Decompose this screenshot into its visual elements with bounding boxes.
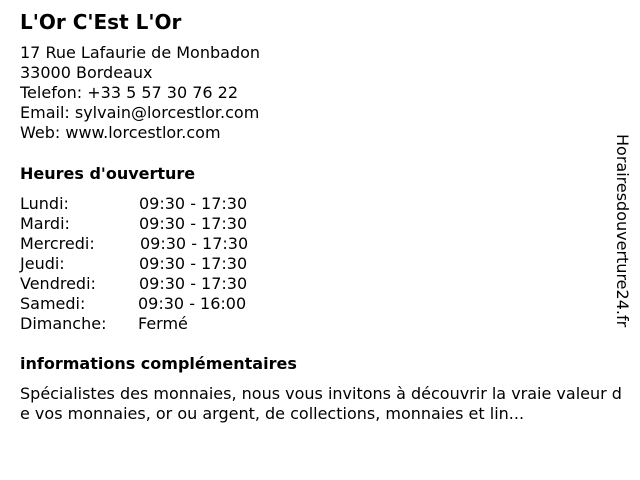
site-watermark: Horairesdouverture24.fr [613,134,632,328]
day-label: Lundi: [20,194,69,213]
time-value: Fermé [138,314,188,333]
info-heading: informations complémentaires [20,354,297,373]
time-value: 09:30 - 17:30 [139,214,248,233]
address-line-2: 33000 Bordeaux [20,63,153,82]
email-line: Email: sylvain@lorcestlor.com [20,103,260,122]
day-label: Dimanche: [20,314,107,333]
time-value: 09:30 - 16:00 [138,294,247,313]
contact-block [20,43,260,143]
day-label: Mardi: [20,214,70,233]
day-label: Samedi: [20,294,86,313]
info-description: Spécialistes des monnaies, nous vous invitons à découvrir la vraie valeur de vos monnaies, or ou argent, de collections, monnaies et lin... [20,384,622,423]
time-value: 09:30 - 17:30 [139,254,248,273]
day-label: Vendredi: [20,274,96,293]
day-label: Jeudi: [20,254,65,273]
hours-heading: Heures d'ouverture [20,164,196,183]
business-name: L'Or C'Est L'Or [20,10,182,34]
phone-line: Telefon: +33 5 57 30 76 22 [20,83,239,102]
day-label: Mercredi: [20,234,95,253]
time-value: 09:30 - 17:30 [139,194,248,213]
address-line-1: 17 Rue Lafaurie de Monbadon [20,43,261,62]
time-value: 09:30 - 17:30 [140,234,249,253]
time-value: 09:30 - 17:30 [139,274,248,293]
web-line: Web: www.lorcestlor.com [20,123,221,142]
